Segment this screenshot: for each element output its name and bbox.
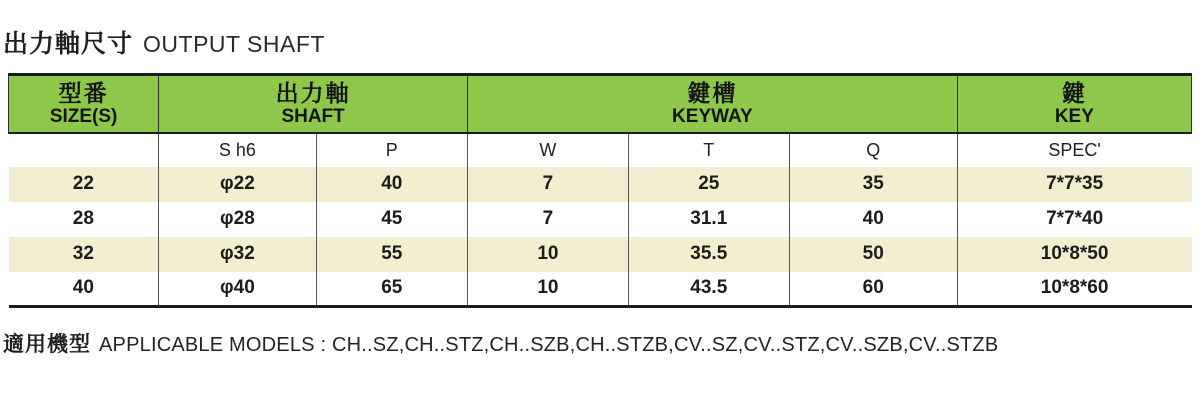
cell-p: 40 bbox=[316, 167, 467, 202]
applicable-models-text: APPLICABLE MODELS : CH..SZ,CH..STZ,CH..SZB,CH..STZB,CV..SZ,CV..STZ,CV..SZB,CV..STZB bbox=[99, 334, 999, 356]
subheader-t: T bbox=[628, 133, 789, 167]
cell-t: 43.5 bbox=[628, 272, 789, 307]
table-group-header-row bbox=[9, 75, 1192, 133]
page-title-cjk: 出力軸尺寸 bbox=[3, 30, 134, 58]
cell-spec: 7*7*35 bbox=[957, 167, 1191, 202]
cell-q: 50 bbox=[789, 237, 957, 272]
cell-t: 35.5 bbox=[628, 237, 789, 272]
cell-s-h6: φ28 bbox=[159, 202, 316, 237]
subheader-spec: SPEC' bbox=[957, 133, 1191, 167]
group-header-size bbox=[9, 75, 159, 133]
table-row-size-22 bbox=[9, 167, 1192, 202]
cell-w: 10 bbox=[467, 237, 628, 272]
cell-q: 60 bbox=[789, 272, 957, 307]
group-keyway-en: KEYWAY bbox=[672, 106, 753, 128]
cell-p: 45 bbox=[316, 202, 467, 237]
page-title bbox=[3, 24, 1200, 58]
cell-q: 40 bbox=[789, 202, 957, 237]
cell-p: 65 bbox=[316, 272, 467, 307]
cell-size: 22 bbox=[9, 167, 159, 202]
cell-q: 35 bbox=[789, 167, 957, 202]
subheader-q: Q bbox=[789, 133, 957, 167]
cell-s-h6: φ40 bbox=[159, 272, 316, 307]
cell-spec: 10*8*50 bbox=[957, 237, 1191, 272]
group-key-cjk: 鍵 bbox=[1061, 79, 1087, 106]
cell-t: 31.1 bbox=[628, 202, 789, 237]
cell-size: 32 bbox=[9, 237, 159, 272]
group-shaft-en: SHAFT bbox=[281, 106, 345, 128]
page-title-en: OUTPUT SHAFT bbox=[143, 31, 325, 57]
cell-t: 25 bbox=[628, 167, 789, 202]
subheader-s-h6: S h6 bbox=[159, 133, 316, 167]
cell-size: 40 bbox=[9, 272, 159, 307]
cell-spec: 7*7*40 bbox=[1046, 208, 1104, 229]
cell-w: 7 bbox=[467, 202, 628, 237]
group-header-shaft bbox=[159, 75, 468, 133]
group-size-cjk: 型番 bbox=[58, 79, 109, 106]
cell-s-h6: φ32 bbox=[159, 237, 316, 272]
table-row-size-32 bbox=[9, 237, 1192, 272]
output-shaft-table-wrapper bbox=[8, 73, 1192, 308]
applicable-models-cjk: 適用機型 bbox=[3, 333, 91, 356]
cell-s-h6: φ22 bbox=[159, 167, 316, 202]
group-header-key bbox=[957, 75, 1191, 133]
cell-size: 28 bbox=[9, 202, 159, 237]
cell-p: 55 bbox=[316, 237, 467, 272]
subheader-p: P bbox=[316, 133, 467, 167]
cell-w: 7 bbox=[467, 167, 628, 202]
group-header-keyway bbox=[467, 75, 957, 133]
group-shaft-cjk: 出力軸 bbox=[275, 79, 351, 106]
table-row-size-40 bbox=[9, 272, 1192, 307]
table-subheader-row bbox=[9, 133, 1192, 167]
output-shaft-table bbox=[8, 73, 1192, 308]
subheader-blank bbox=[9, 133, 159, 167]
group-keyway-cjk: 鍵槽 bbox=[687, 79, 738, 106]
cell-w: 10 bbox=[467, 272, 628, 307]
subheader-w: W bbox=[467, 133, 628, 167]
group-key-en: KEY bbox=[1054, 106, 1094, 128]
cell-spec: 10*8*60 bbox=[1040, 277, 1109, 299]
applicable-models-line bbox=[3, 328, 1200, 358]
group-size-en: SIZE(S) bbox=[49, 106, 118, 128]
table-row-size-28 bbox=[9, 202, 1192, 237]
